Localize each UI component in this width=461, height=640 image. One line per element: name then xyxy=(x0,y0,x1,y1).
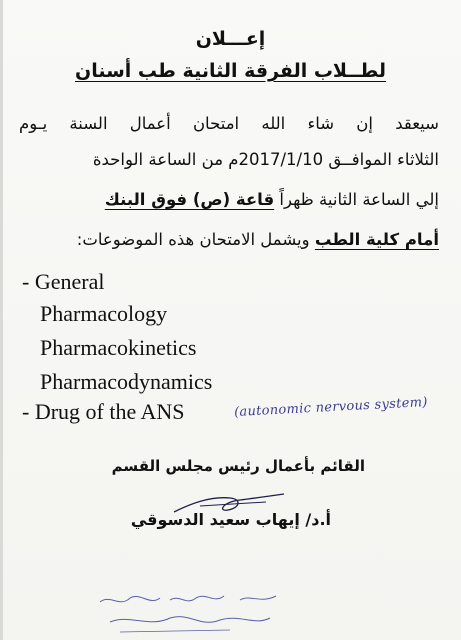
topic-item: Pharmacology xyxy=(40,301,168,326)
body-line-3 xyxy=(105,188,439,212)
body-line-4 xyxy=(77,228,439,252)
topic-item: Pharmacodynamics xyxy=(40,369,213,394)
department-head-label: القائم بأعمال رئيس مجلس القسم xyxy=(111,457,365,475)
handwritten-note: (autonomic nervous system) xyxy=(233,394,429,421)
exam-hall: قاعة (ص) فوق البنك xyxy=(104,190,275,209)
body-line-4-text: ويشمل الامتحان هذه الموضوعات: xyxy=(76,230,315,249)
notice-subtitle xyxy=(0,58,461,84)
body-line-3-text: إلي الساعة الثانية ظهراً xyxy=(274,190,439,209)
body-line-2: الثلاثاء الموافــق 2017/1/10م من الساعة الواحدة xyxy=(92,150,439,169)
topic-item: - General xyxy=(22,269,105,294)
notice-title: إعـــلان xyxy=(195,28,266,50)
handwritten-scribble xyxy=(90,588,290,638)
signature-scribble xyxy=(170,484,290,524)
notice-subtitle-text: لطــلاب الفرقة الثانية طب أسنان xyxy=(75,60,386,82)
page-edge xyxy=(0,0,3,640)
topic-item: Pharmacokinetics xyxy=(40,335,197,360)
topic-item: - Drug of the ANS xyxy=(22,399,185,424)
exam-location: أمام كلية الطب xyxy=(314,230,439,249)
signer-name: أ.د/ إيهاب سعيد الدسوقي xyxy=(130,510,331,529)
body-line-1: سيعقد إن شاء الله امتحان أعمال السنة يـوم xyxy=(19,114,439,133)
